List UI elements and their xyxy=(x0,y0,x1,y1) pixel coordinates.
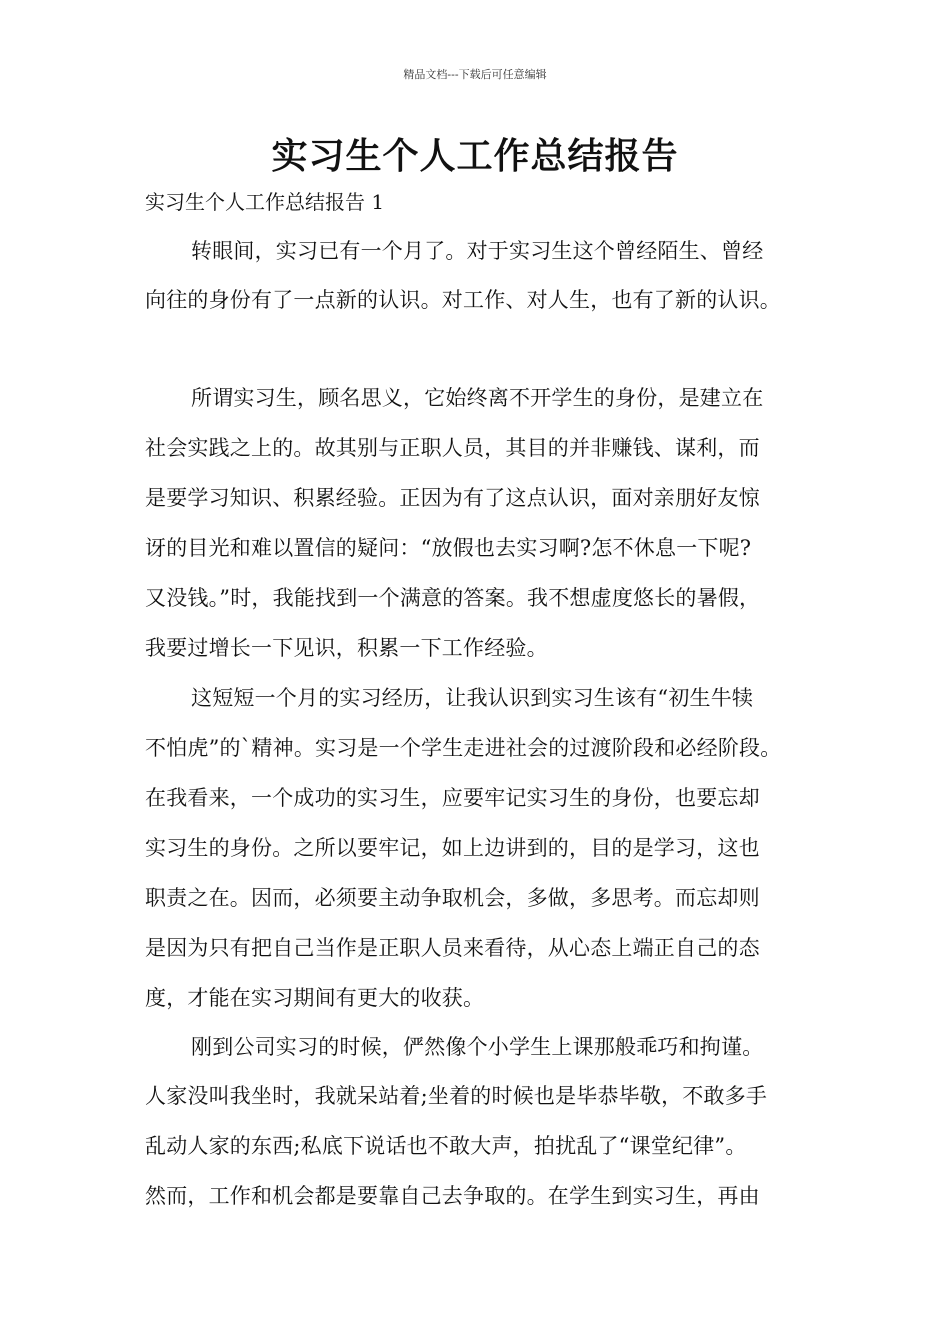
text-line: 这短短一个月的实习经历，让我认识到实习生该有“初生牛犊 xyxy=(191,686,754,710)
text-line: 所谓实习生，顾名思义，它始终离不开学生的身份，是建立在 xyxy=(191,386,764,410)
text-line: 职责之在。因而，必须要主动争取机会，多做，多思考。而忘却则 xyxy=(145,886,760,910)
text-line: 是要学习知识、积累经验。正因为有了这点认识，面对亲朋好友惊 xyxy=(145,486,760,510)
text-line: 度，才能在实习期间有更大的收获。 xyxy=(145,986,485,1010)
document-title: 实习生个人工作总结报告 xyxy=(271,135,679,177)
text-line: 实习生的身份。之所以要牢记，如上边讲到的，目的是学习，这也 xyxy=(145,836,760,860)
text-line: 我要过增长一下见识，积累一下工作经验。 xyxy=(145,636,548,660)
text-line: 转眼间，实习已有一个月了。对于实习生这个曾经陌生、曾经 xyxy=(191,239,764,263)
text-line: 不怕虎”的`精神。实习是一个学生走进社会的过渡阶段和必经阶段。 xyxy=(145,736,782,760)
text-line: 讶的目光和难以置信的疑问：“放假也去实习啊?怎不休息一下呢? xyxy=(145,536,752,560)
text-line: 人家没叫我坐时，我就呆站着;坐着的时候也是毕恭毕敬，不敢多手 xyxy=(145,1084,768,1108)
text-line: 又没钱。”时，我能找到一个满意的答案。我不想虚度悠长的暑假， xyxy=(145,586,761,610)
text-line: 然而，工作和机会都是要靠自己去争取的。在学生到实习生，再由 xyxy=(145,1184,760,1208)
text-line: 社会实践之上的。故其别与正职人员，其目的并非赚钱、谋利，而 xyxy=(145,436,760,460)
text-line: 是因为只有把自己当作是正职人员来看待，从心态上端正自己的态 xyxy=(145,936,760,960)
text-line: 刚到公司实习的时候，俨然像个小学生上课那般乖巧和拘谨。 xyxy=(191,1035,764,1059)
text-line: 向往的身份有了一点新的认识。对工作、对人生，也有了新的认识。 xyxy=(145,288,781,312)
text-line: 乱动人家的东西;私底下说话也不敢大声，拍扰乱了“课堂纪律”。 xyxy=(145,1134,747,1158)
text-line: 在我看来，一个成功的实习生，应要牢记实习生的身份，也要忘却 xyxy=(145,786,760,810)
page-header-note: 精品文档---下载后可任意编辑 xyxy=(403,68,547,81)
document-subtitle: 实习生个人工作总结报告 1 xyxy=(145,190,385,214)
